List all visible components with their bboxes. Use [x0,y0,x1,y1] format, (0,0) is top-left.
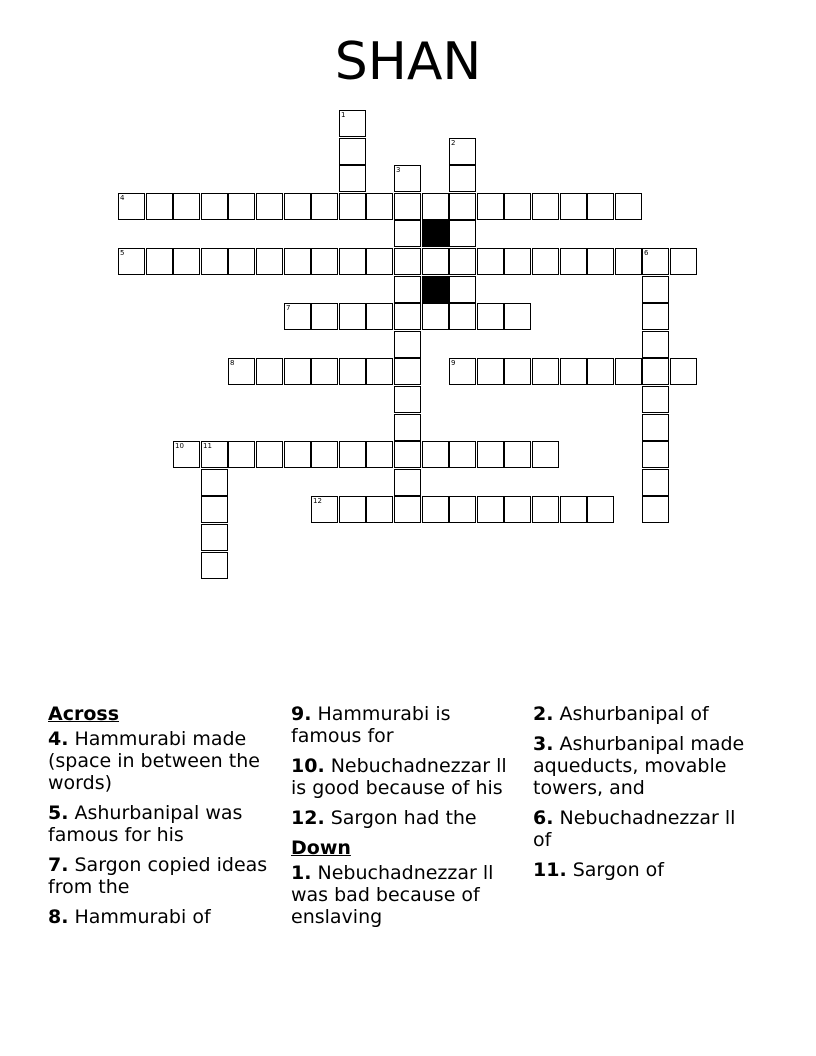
grid-cell[interactable] [477,358,504,385]
grid-cell[interactable] [560,496,587,523]
clue-item [48,802,273,846]
grid-cell[interactable] [394,303,421,330]
grid-cell[interactable] [394,441,421,468]
grid-cell[interactable] [615,358,642,385]
grid-cell[interactable] [394,193,421,220]
clue-text: Ashurbanipal of [553,703,709,725]
clue-item [48,728,273,794]
grid-cell[interactable] [311,441,338,468]
grid-cell[interactable] [504,358,531,385]
grid-cell[interactable] [201,193,228,220]
clue-text: Sargon had the [324,807,477,829]
grid-cell[interactable] [118,193,145,220]
clue-text: Nebuchadnezzar ll of [533,807,736,851]
grid-cell[interactable] [504,303,531,330]
grid-cell[interactable] [339,110,366,137]
grid-cell[interactable] [366,193,393,220]
grid-cell[interactable] [477,193,504,220]
clue-number: 1 [341,111,346,119]
grid-cell[interactable] [394,358,421,385]
grid-cell[interactable] [201,248,228,275]
grid-cell[interactable] [504,193,531,220]
grid-cell[interactable] [422,441,449,468]
grid-cell[interactable] [146,193,173,220]
grid-cell[interactable] [284,441,311,468]
grid-cell[interactable] [394,331,421,358]
grid-cell[interactable] [311,193,338,220]
puzzle-title: SHAN [334,32,482,92]
grid-cell[interactable] [284,358,311,385]
grid-cell[interactable] [449,248,476,275]
grid-cell[interactable] [532,358,559,385]
clue-label: 10. [291,755,325,777]
down-header: Down [291,837,351,859]
clue-text: Ashurbanipal was famous for his [48,802,243,846]
clue-number: 9 [451,359,456,367]
grid-cell[interactable] [311,496,338,523]
grid-cell[interactable] [477,496,504,523]
grid-cell[interactable] [173,248,200,275]
grid-cell[interactable] [311,248,338,275]
clue-column-1 [48,703,273,936]
clue-item [291,862,516,928]
grid-cell[interactable] [394,496,421,523]
grid-cell[interactable] [394,248,421,275]
grid-cell[interactable] [311,358,338,385]
clue-number: 7 [286,304,291,312]
clue-number: 2 [451,139,456,147]
grid-cell[interactable] [642,276,669,303]
clue-text: Ashurbanipal made aqueducts, movable towers, and [533,733,745,799]
grid-cell[interactable] [311,303,338,330]
grid-cell[interactable] [532,193,559,220]
grid-cell[interactable] [173,441,200,468]
grid-cell[interactable] [449,220,476,247]
grid-cell[interactable] [201,524,228,551]
clue-label: 3. [533,733,554,755]
grid-cell[interactable] [339,193,366,220]
grid-cell[interactable] [449,496,476,523]
grid-cell[interactable] [339,248,366,275]
grid-cell[interactable] [201,496,228,523]
clue-item [48,906,273,928]
clue-label: 12. [291,807,325,829]
grid-cell[interactable] [504,441,531,468]
across-header: Across [48,703,120,725]
grid-cell-blocked [422,276,449,303]
clue-text: Nebuchadnezzar ll was bad because of enslaving [291,862,494,928]
clue-item [48,854,273,898]
grid-cell[interactable] [642,496,669,523]
clue-label: 6. [533,807,554,829]
grid-cell[interactable] [587,496,614,523]
clue-label: 7. [48,854,69,876]
grid-cell[interactable] [449,138,476,165]
grid-cell[interactable] [228,358,255,385]
clue-number: 6 [644,249,649,257]
grid-cell[interactable] [201,469,228,496]
grid-cell[interactable] [228,193,255,220]
clue-item [533,733,758,799]
grid-cell[interactable] [394,276,421,303]
grid-cell[interactable] [339,358,366,385]
clue-number: 5 [120,249,125,257]
grid-cell[interactable] [256,358,283,385]
grid-cell[interactable] [146,248,173,275]
clue-label: 11. [533,859,567,881]
grid-cell[interactable] [339,165,366,192]
grid-cell[interactable] [256,193,283,220]
grid-cell[interactable] [228,248,255,275]
grid-cell[interactable] [560,193,587,220]
grid-cell[interactable] [615,248,642,275]
clue-number: 3 [396,166,401,174]
grid-cell[interactable] [366,303,393,330]
grid-cell[interactable] [394,414,421,441]
grid-cell[interactable] [642,303,669,330]
clue-text: Hammurabi of [68,906,211,928]
grid-cell[interactable] [422,248,449,275]
grid-cell[interactable] [449,441,476,468]
clue-number: 12 [313,497,322,505]
grid-cell[interactable] [339,496,366,523]
grid-cell[interactable] [615,193,642,220]
grid-cell[interactable] [339,441,366,468]
grid-cell[interactable] [449,358,476,385]
clue-label: 4. [48,728,69,750]
grid-cell[interactable] [394,165,421,192]
grid-cell[interactable] [642,469,669,496]
grid-cell[interactable] [532,441,559,468]
clue-item [291,703,516,747]
grid-cell[interactable] [422,303,449,330]
grid-cell[interactable] [366,441,393,468]
clue-item [291,755,516,799]
grid-cell[interactable] [284,248,311,275]
grid-cell[interactable] [339,303,366,330]
grid-cell[interactable] [642,414,669,441]
grid-cell[interactable] [256,248,283,275]
clue-item [533,859,758,881]
grid-cell[interactable] [394,220,421,247]
clue-text: Hammurabi made (space in between the words) [48,728,260,794]
grid-cell-blocked [422,220,449,247]
grid-cell[interactable] [284,193,311,220]
clue-text: Sargon copied ideas from the [48,854,268,898]
grid-cell[interactable] [339,138,366,165]
grid-cell[interactable] [449,303,476,330]
grid-cell[interactable] [449,165,476,192]
clue-label: 2. [533,703,554,725]
grid-cell[interactable] [118,248,145,275]
grid-cell[interactable] [477,303,504,330]
clue-label: 8. [48,906,69,928]
grid-cell[interactable] [504,496,531,523]
grid-cell[interactable] [587,193,614,220]
grid-cell[interactable] [366,496,393,523]
grid-cell[interactable] [201,552,228,579]
grid-cell[interactable] [560,358,587,385]
clue-column-3 [533,703,758,889]
grid-cell[interactable] [642,441,669,468]
grid-cell[interactable] [394,386,421,413]
grid-cell[interactable] [422,496,449,523]
grid-cell[interactable] [560,248,587,275]
grid-cell[interactable] [642,331,669,358]
grid-cell[interactable] [642,358,669,385]
grid-cell[interactable] [201,441,228,468]
grid-cell[interactable] [587,358,614,385]
grid-cell[interactable] [449,193,476,220]
grid-cell[interactable] [642,386,669,413]
grid-cell[interactable] [532,248,559,275]
clue-text: Hammurabi is famous for [291,703,451,747]
grid-cell[interactable] [504,248,531,275]
grid-cell[interactable] [422,193,449,220]
clue-text: Nebuchadnezzar ll is good because of his [291,755,507,799]
grid-cell[interactable] [228,441,255,468]
grid-cell[interactable] [256,441,283,468]
grid-cell[interactable] [394,469,421,496]
grid-cell[interactable] [366,358,393,385]
grid-cell[interactable] [477,441,504,468]
grid-cell[interactable] [587,248,614,275]
clue-item [291,807,516,829]
clue-number: 11 [203,442,212,450]
clue-label: 5. [48,802,69,824]
grid-cell[interactable] [284,303,311,330]
clue-number: 8 [230,359,235,367]
grid-cell[interactable] [173,193,200,220]
grid-cell[interactable] [670,248,697,275]
clue-item [533,807,758,851]
clue-label: 1. [291,862,312,884]
grid-cell[interactable] [449,276,476,303]
grid-cell[interactable] [532,496,559,523]
clue-number: 4 [120,194,125,202]
clue-label: 9. [291,703,312,725]
grid-cell[interactable] [366,248,393,275]
grid-cell[interactable] [642,248,669,275]
clue-item [533,703,758,725]
clue-text: Sargon of [566,859,664,881]
grid-cell[interactable] [477,248,504,275]
clue-number: 10 [175,442,184,450]
grid-cell[interactable] [670,358,697,385]
clue-column-2 [291,703,516,936]
